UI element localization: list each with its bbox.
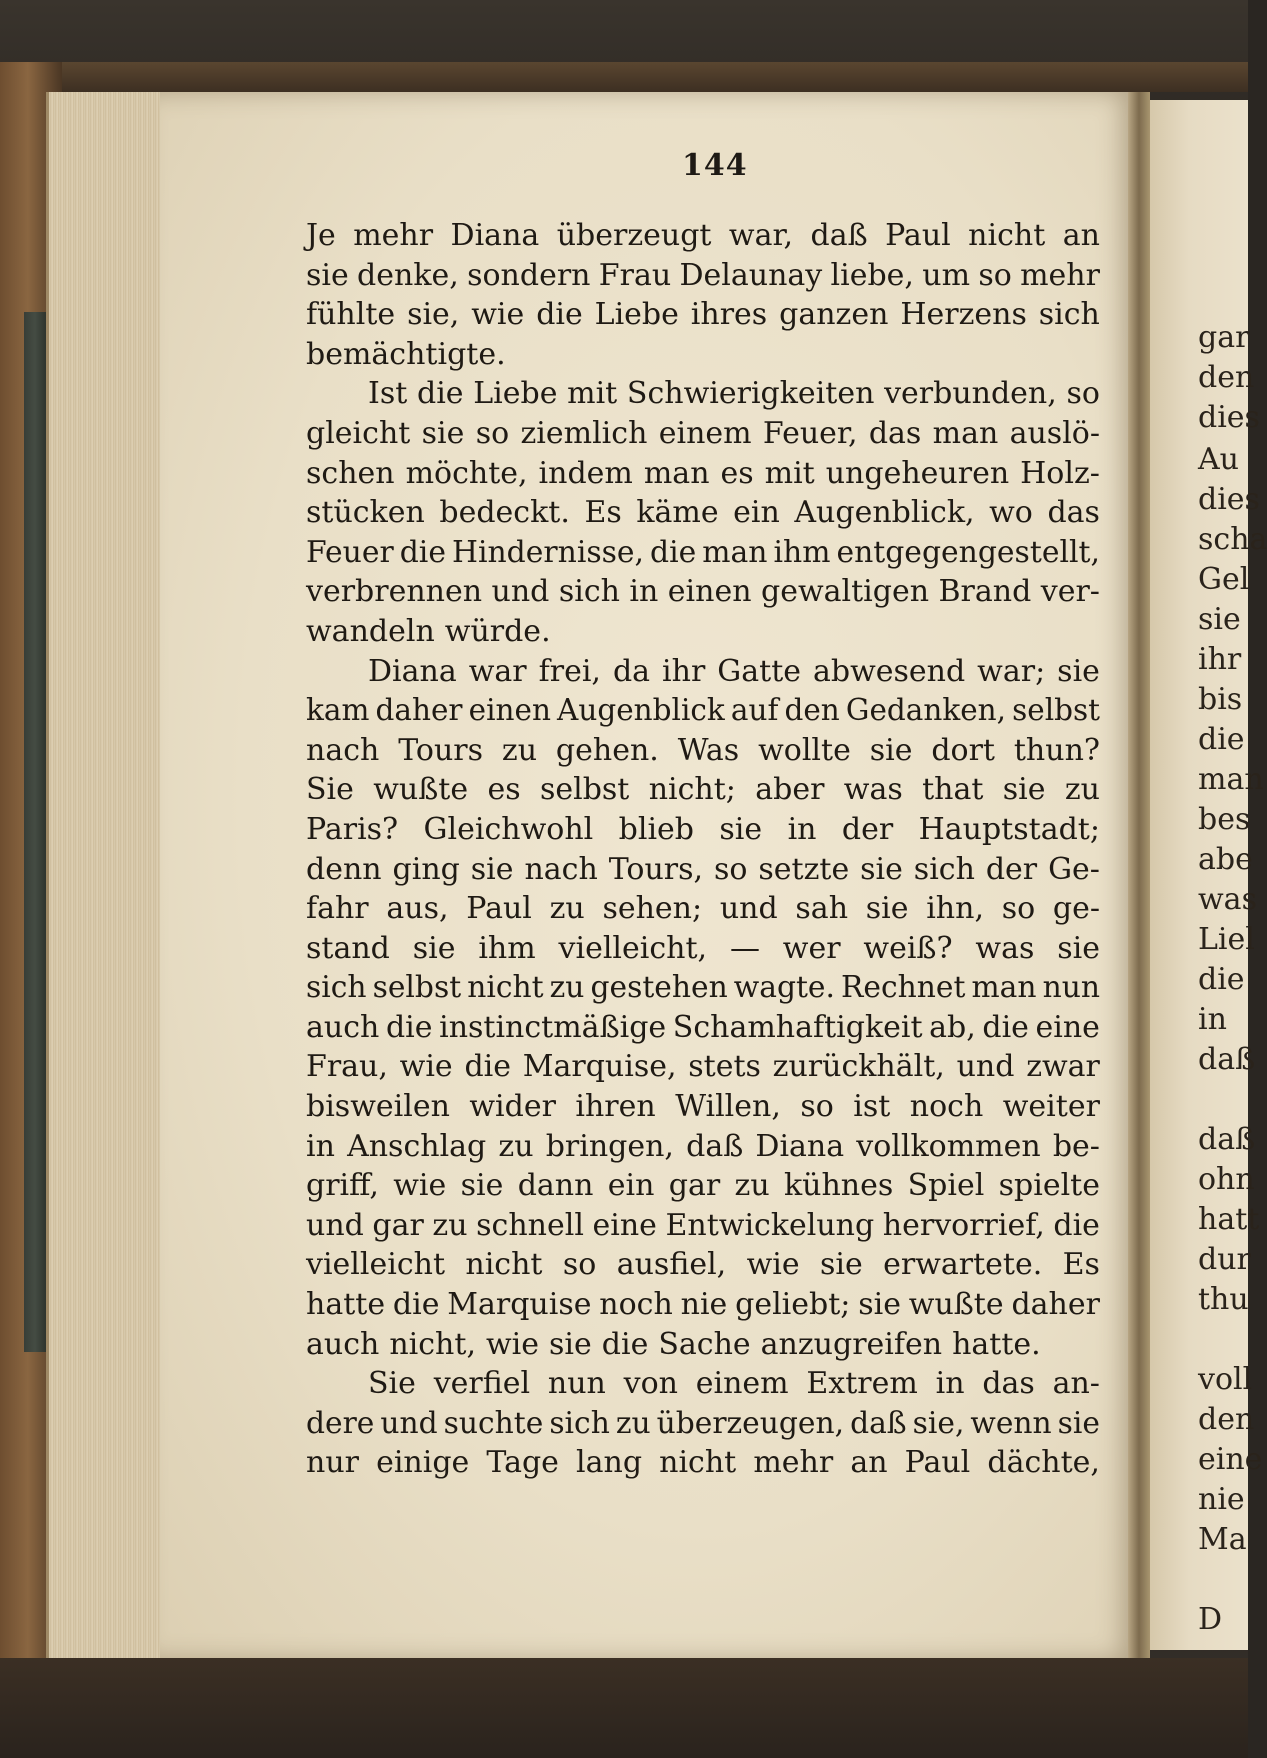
right-page-fragment: voll <box>1198 1362 1253 1397</box>
right-page-fragment: den <box>1198 1402 1255 1437</box>
right-page-fragment: scha <box>1198 522 1267 557</box>
text-line: Je mehr Diana überzeugt war, daß Paul nicht an <box>306 218 1100 253</box>
text-line: fahr aus, Paul zu sehen; und sah sie ihn, so ge- <box>306 891 1100 927</box>
book-cover-bottom <box>0 1658 1248 1758</box>
page-number: 144 <box>682 148 748 183</box>
right-page-fragment: hatt <box>1198 1202 1260 1237</box>
right-page-fragment: was <box>1198 882 1257 917</box>
text-line: schen möchte, indem man es mit ungeheuren Holz- <box>306 455 1100 491</box>
text-line: nur einige Tage lang nicht mehr an Paul dächte, <box>306 1445 1100 1481</box>
right-page-fragment: in <box>1198 1002 1227 1037</box>
right-page-fragment: Ma <box>1198 1522 1247 1557</box>
book-cover-top <box>0 62 1248 92</box>
text-line: wandeln würde. <box>306 613 551 649</box>
text-line: Sie wußte es selbst nicht; aber was that sie zu <box>306 772 1100 808</box>
text-line: und gar zu schnell eine Entwickelung hervorrief, die <box>306 1207 1100 1243</box>
text-line: gleicht sie so ziemlich einem Feuer, das man auslö- <box>306 415 1100 451</box>
right-page-fragment: Liel <box>1198 922 1255 957</box>
book-spine-cloth <box>24 312 46 1352</box>
text-line: denn ging sie nach Tours, so setzte sie sich der Ge- <box>306 851 1100 887</box>
text-line: nach Tours zu gehen. Was wollte sie dort thun? <box>306 732 1100 768</box>
text-line: griff, wie sie dann ein gar zu kühnes Spiel spielte <box>306 1168 1100 1204</box>
text-line: Frau, wie die Marquise, stets zurückhält, und zwar <box>306 1049 1100 1085</box>
right-page-fragment: dies <box>1198 482 1260 517</box>
body-text <box>306 216 1100 1483</box>
text-line: vielleicht nicht so ausfiel, wie sie erwartete. Es <box>306 1247 1100 1283</box>
text-line: Diana war frei, da ihr Gatte abwesend war; sie <box>368 653 1100 689</box>
text-line: bisweilen wider ihren Willen, so ist noch weiter <box>306 1089 1100 1125</box>
text-line: verbrennen und sich in einen gewaltigen Brand ver- <box>306 574 1100 610</box>
right-page-fragment: daß <box>1198 1042 1256 1077</box>
right-page-fragment: Gel <box>1198 562 1250 597</box>
right-page-fragment: eine <box>1198 1442 1263 1477</box>
right-page-fragment: dies <box>1198 400 1260 435</box>
right-page-fragment: den <box>1198 360 1255 395</box>
right-page-fragment: abe <box>1198 842 1253 877</box>
text-line: Sie verfiel nun von einem Extrem in das an- <box>368 1366 1100 1402</box>
text-line: kam daher einen Augenblick auf den Gedanken, selbst <box>306 693 1100 728</box>
right-page-fragment: Au <box>1198 442 1239 477</box>
text-line: fühlte sie, wie die Liebe ihres ganzen Herzens sich <box>306 297 1100 333</box>
text-line: sie denke, sondern Frau Delaunay liebe, um so mehr <box>306 257 1100 293</box>
right-page-fragment: dur <box>1198 1242 1251 1277</box>
right-page-fragment: die <box>1198 722 1245 757</box>
book-gutter <box>1128 92 1150 1660</box>
right-page-fragment: daß <box>1198 1122 1256 1157</box>
right-page-fragment: ihr <box>1198 642 1242 677</box>
text-line: stücken bedeckt. Es käme ein Augenblick, wo das <box>306 495 1100 531</box>
text-line: in Anschlag zu bringen, daß Diana vollkommen be- <box>306 1128 1100 1164</box>
right-page-fragment: man <box>1198 762 1264 797</box>
text-line: Ist die Liebe mit Schwierigkeiten verbunden, so <box>368 376 1100 412</box>
page-edges <box>46 92 167 1658</box>
right-page-fragment: D <box>1198 1602 1223 1637</box>
text-line: dere und suchte sich zu überzeugen, daß sie, wenn sie <box>306 1405 1100 1441</box>
right-page-fragment: ohn <box>1198 1162 1255 1197</box>
right-page-fragment: gar <box>1198 320 1250 355</box>
right-page-fragment: die <box>1198 962 1245 997</box>
text-line: Feuer die Hindernisse, die man ihm entgegengestellt, <box>306 534 1100 570</box>
right-page-fragment: nie <box>1198 1482 1245 1517</box>
text-line: auch die instinctmäßige Schamhaftigkeit ab, die eine <box>306 1009 1100 1045</box>
text-line: stand sie ihm vielleicht, — wer weiß? was sie <box>306 930 1100 966</box>
right-page-fragment: sie <box>1198 602 1241 637</box>
text-line: hatte die Marquise noch nie geliebt; sie wußte daher <box>306 1287 1100 1323</box>
text-line: sich selbst nicht zu gestehen wagte. Rechnet man nun <box>306 970 1100 1006</box>
right-page-fragment: thu <box>1198 1282 1249 1317</box>
text-line: Paris? Gleichwohl blieb sie in der Hauptstadt; <box>306 811 1100 847</box>
text-line: auch nicht, wie sie die Sache anzugreifen hatte. <box>306 1326 1041 1362</box>
right-page-edge <box>1150 100 1267 1650</box>
right-page-fragment: bes <box>1198 802 1251 837</box>
right-page-fragment: bis <box>1198 682 1243 717</box>
text-line: bemächtigte. <box>306 336 506 372</box>
